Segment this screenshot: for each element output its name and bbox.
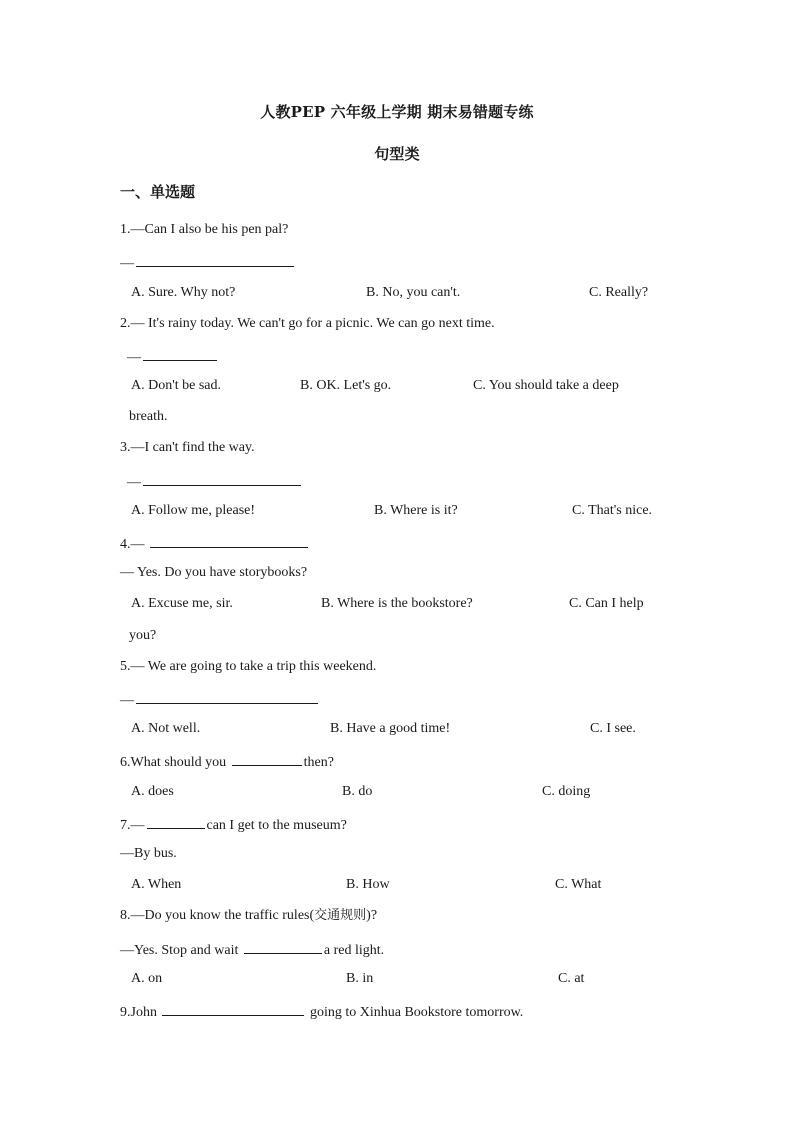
question-8-option-c[interactable]: C. at [558,971,585,986]
question-2-reply: — [127,346,219,367]
question-9-stem: 9.John going to Xinhua Bookstore tomorrow. [120,1001,523,1022]
question-1-stem: 1.—Can I also be his pen pal? [120,222,289,237]
question-7-option-a[interactable]: A. When [131,877,182,892]
question-2-option-a[interactable]: A. Don't be sad. [131,378,222,393]
question-2-option-b[interactable]: B. OK. Let's go. [300,378,392,393]
question-3-option-b[interactable]: B. Where is it? [374,503,458,518]
question-1-option-b[interactable]: B. No, you can't. [366,285,461,300]
question-6-option-b[interactable]: B. do [342,784,373,799]
answer-blank[interactable] [143,471,301,486]
question-6-stem: 6.What should you then? [120,751,334,772]
question-5-stem: 5.— We are going to take a trip this weekend. [120,659,377,674]
answer-blank[interactable] [162,1001,304,1016]
question-3-stem: 3.—I can't find the way. [120,440,255,455]
answer-blank[interactable] [147,814,205,829]
question-4-stem: 4.— [120,533,310,554]
question-6-option-a[interactable]: A. does [131,784,174,799]
section-heading: 一、单选题 [120,183,196,201]
question-3-option-c[interactable]: C. That's nice. [572,503,653,518]
answer-blank[interactable] [136,252,294,267]
question-7-option-b[interactable]: B. How [346,877,390,892]
question-8-option-b[interactable]: B. in [346,971,374,986]
question-5-option-a[interactable]: A. Not well. [131,721,201,736]
question-5-option-b[interactable]: B. Have a good time! [330,721,451,736]
question-1-reply: — [120,252,296,273]
question-2-option-c-cont: breath. [129,409,168,424]
question-7-stem: 7.— can I get to the museum? [120,814,347,835]
question-2-option-c[interactable]: C. You should take a deep [473,378,619,393]
question-7-option-c[interactable]: C. What [555,877,602,892]
question-2-stem: 2.— It's rainy today. We can't go for a picnic. We can go next time. [120,316,495,331]
question-4-option-a[interactable]: A. Excuse me, sir. [131,596,233,611]
answer-blank[interactable] [136,689,318,704]
question-1-option-c[interactable]: C. Really? [589,285,649,300]
question-4-option-b[interactable]: B. Where is the bookstore? [321,596,473,611]
answer-blank[interactable] [150,533,308,548]
answer-blank[interactable] [244,939,322,954]
question-4-reply: — Yes. Do you have storybooks? [120,565,308,580]
question-7-reply: —By bus. [120,846,177,861]
question-8-reply: —Yes. Stop and wait a red light. [120,939,384,960]
page-subtitle: 句型类 [374,145,420,163]
question-8-stem: 8.—Do you know the traffic rules(交通规则)? [120,908,378,923]
question-5-reply: — [120,689,320,710]
question-8-option-a[interactable]: A. on [131,971,163,986]
question-1-option-a[interactable]: A. Sure. Why not? [131,285,236,300]
question-3-option-a[interactable]: A. Follow me, please! [131,503,256,518]
answer-blank[interactable] [143,346,217,361]
question-6-option-c[interactable]: C. doing [542,784,591,799]
question-3-reply: — [127,471,303,492]
question-4-option-c-cont: you? [129,628,157,643]
page-title: 人教PEP 六年级上学期 期末易错题专练 [260,103,534,121]
answer-blank[interactable] [232,751,302,766]
question-5-option-c[interactable]: C. I see. [590,721,636,736]
question-4-option-c[interactable]: C. Can I help [569,596,644,611]
